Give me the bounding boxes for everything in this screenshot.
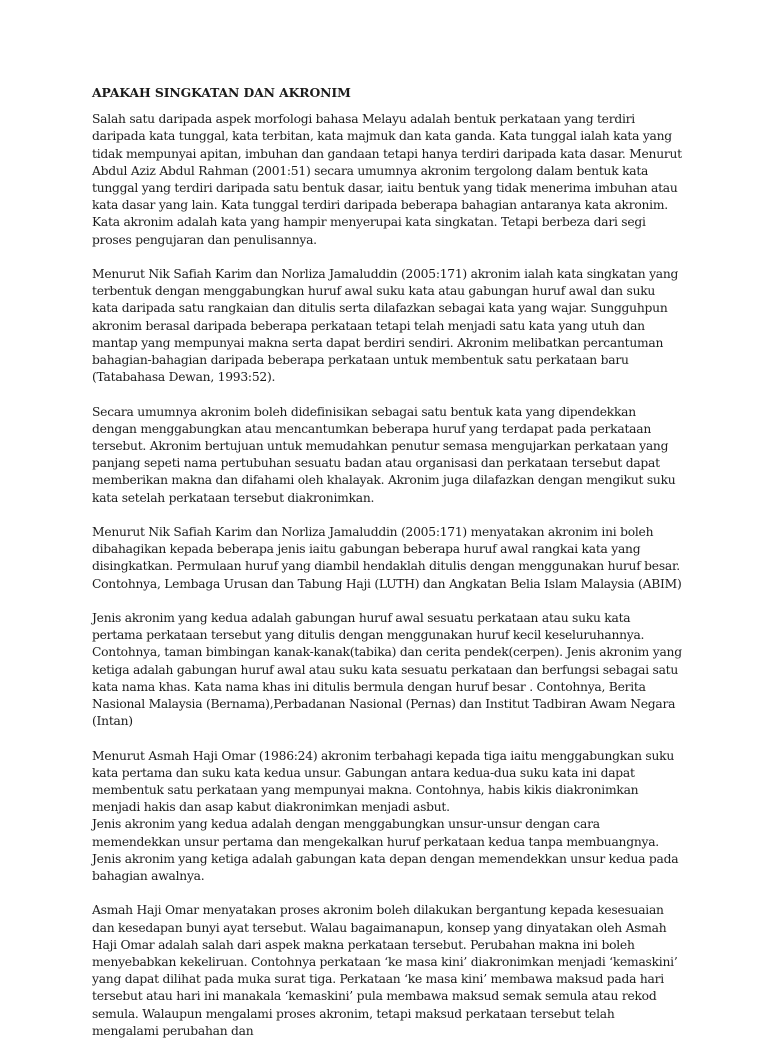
paragraph-jenis-pertama: Menurut Nik Safiah Karim dan Norliza Jamaluddin (2005:171) menyatakan akronim ini boleh dibahagikan kepada beberapa jenis iaitu gabungan beberapa huruf awal rangkai kata yang disingkatkan. Permulaan huruf yang diambil hendaklah ditulis dengan menggunakan huruf besar. Contohnya, Lembaga Urusan dan Tabung Haji (LUTH) dan Angkatan Belia Islam Malaysia (ABIM) — [92, 525, 682, 591]
document-page — [92, 84, 682, 1057]
paragraph-morfologi-intro: Salah satu daripada aspek morfologi bahasa Melayu adalah bentuk perkataan yang terdiri daripada kata tunggal, kata terbitan, kata majmuk dan kata ganda. Kata tunggal ialah kata yang tidak mempunyai apitan, imbuhan dan gandaan tetapi hanya terdiri daripada kata dasar. Menurut Abdul Aziz Abdul Rahman (2001:51) secara umumnya akronim tergolong dalam bentuk kata tunggal yang terdiri daripada satu bentuk dasar, iaitu bentuk yang tidak menerima imbuhan atau kata dasar yang lain. Kata tunggal terdiri daripada beberapa bahagian antaranya kata akronim. Kata akronim adalah kata yang hampir menyerupai kata singkatan. Tetapi berbeza dari segi proses pengujaran dan penulisannya. — [92, 112, 682, 247]
document-title: APAKAH SINGKATAN DAN AKRONIM — [92, 85, 351, 100]
paragraph-asmah-jenis-ketiga: Jenis akronim yang ketiga adalah gabungan kata depan dengan memendekkan unsur kedua pada bahagian awalnya. — [92, 851, 679, 884]
paragraph-definisi-nik-safiah: Menurut Nik Safiah Karim dan Norliza Jamaluddin (2005:171) akronim ialah kata singkatan yang terbentuk dengan menggabungkan huruf awal suku kata atau gabungan huruf awal dan suku kata daripada satu rangkaian dan ditulis serta dilafazkan sebagai kata yang wajar. Sungguhpun akronim berasal daripada beberapa perkataan tetapi telah menjadi satu kata yang utuh dan mantap yang mempunyai makna serta dapat berdiri sendiri. Akronim melibatkan percantuman bahagian-bahagian daripada beberapa perkataan untuk membentuk satu perkataan baru (Tatabahasa Dewan, 1993:52). — [92, 267, 679, 385]
paragraph-asmah-haji-omar: Menurut Asmah Haji Omar (1986:24) akronim terbahagi kepada tiga iaitu menggabungkan suku kata pertama dan suku kata kedua unsur. Gabungan antara kedua-dua suku kata ini dapat membentuk satu perkataan yang mempunyai makna. Contohnya, habis kikis diakronimkan menjadi hakis dan asap kabut diakronimkan menjadi asbut. — [92, 748, 675, 815]
paragraph-proses-akronim: Asmah Haji Omar menyatakan proses akronim boleh dilakukan bergantung kepada kesesuaian dan kesedapan bunyi ayat tersebut. Walau bagaimanapun, konsep yang dinyatakan oleh Asmah Haji Omar adalah salah dari aspek makna perkataan tersebut. Perubahan makna ini boleh menyebabkan kekeliruan. Contohnya perkataan ‘ke masa kini’ diakronimkan menjadi ‘kemaskini’ yang dapat dilihat pada muka surat tiga. Perkataan ‘ke masa kini’ membawa maksud pada hari tersebut atau hari ini manakala ‘kemaskini’ pula membawa maksud semak semula atau rekod semula. Walaupun mengalami proses akronim, tetapi maksud perkataan tersebut telah mengalami perubahan dan — [92, 903, 678, 1038]
paragraph-definisi-umum: Secara umumnya akronim boleh didefinisikan sebagai satu bentuk kata yang dipendekkan dengan menggabungkan atau mencantumkan beberapa huruf yang terdapat pada perkataan tersebut. Akronim bertujuan untuk memudahkan penutur semasa mengujarkan perkataan yang panjang sepeti nama pertubuhan sesuatu badan atau organisasi dan perkataan tersebut dapat memberikan makna dan difahami oleh khalayak. Akronim juga dilafazkan dengan mengikut suku kata setelah perkataan tersebut diakronimkan. — [92, 404, 676, 505]
paragraph-jenis-kedua-ketiga: Jenis akronim yang kedua adalah gabungan huruf awal sesuatu perkataan atau suku kata pertama perkataan tersebut yang ditulis dengan menggunakan huruf kecil keseluruhannya. Contohnya, taman bimbingan kanak-kanak(tabika) dan cerita pendek(cerpen). Jenis akronim yang ketiga adalah gabungan huruf awal atau suku kata sesuatu perkataan dan berfungsi sebagai satu kata nama khas. Kata nama khas ini ditulis bermula dengan huruf besar . Contohnya, Berita Nasional Malaysia (Bernama),Perbadanan Nasional (Pernas) dan Institut Tadbiran Awam Negara (Intan) — [92, 611, 682, 729]
paragraph-asmah-jenis-kedua: Jenis akronim yang kedua adalah dengan menggabungkan unsur-unsur dengan cara memendekkan unsur pertama dan mengekalkan huruf perkataan kedua tanpa membuangnya. — [92, 817, 659, 849]
